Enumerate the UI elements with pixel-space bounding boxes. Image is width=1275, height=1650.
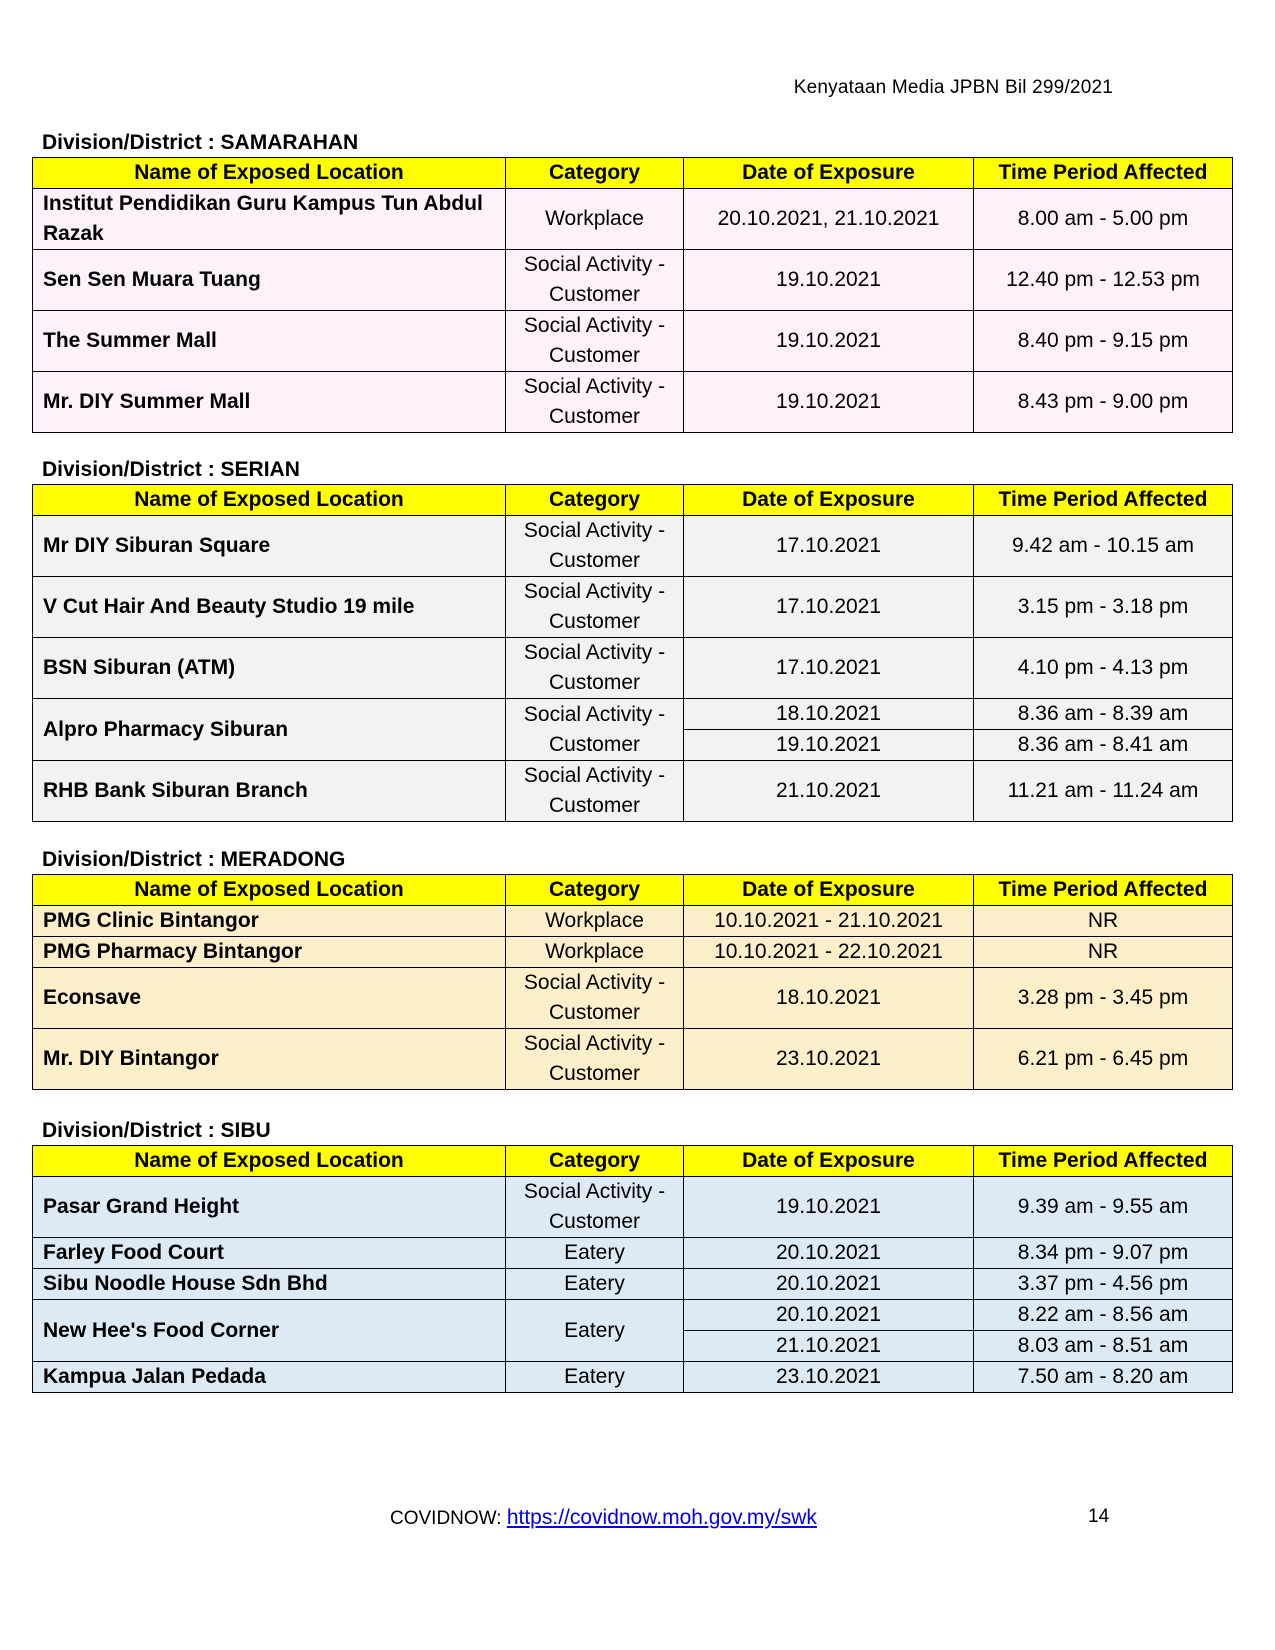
date-cell: 20.10.2021 <box>684 1300 974 1331</box>
column-header-time: Time Period Affected <box>974 1146 1233 1177</box>
date-cell: 17.10.2021 <box>684 577 974 638</box>
column-header-location: Name of Exposed Location <box>33 875 506 906</box>
category-cell: Workplace <box>506 189 684 250</box>
date-cell: 19.10.2021 <box>684 730 974 761</box>
date-cell: 23.10.2021 <box>684 1029 974 1090</box>
location-cell: V Cut Hair And Beauty Studio 19 mile <box>33 577 506 638</box>
date-cell: 19.10.2021 <box>684 1177 974 1238</box>
location-cell: New Hee's Food Corner <box>33 1300 506 1362</box>
time-cell: 8.36 am - 8.41 am <box>974 730 1233 761</box>
category-cell: Social Activity - Customer <box>506 372 684 433</box>
table-row <box>33 1300 1233 1331</box>
source-line <box>390 1506 817 1530</box>
time-cell: 3.37 pm - 4.56 pm <box>974 1269 1233 1300</box>
section-serian <box>32 455 1232 822</box>
table-row <box>33 699 1233 730</box>
category-cell: Eatery <box>506 1238 684 1269</box>
time-cell: NR <box>974 906 1233 937</box>
category-cell: Social Activity - Customer <box>506 699 684 761</box>
covidnow-link[interactable]: https://covidnow.moh.gov.my/swk <box>506 1506 817 1529</box>
column-header-category: Category <box>506 485 684 516</box>
column-header-date: Date of Exposure <box>684 158 974 189</box>
time-cell: 4.10 pm - 4.13 pm <box>974 638 1233 699</box>
date-cell: 23.10.2021 <box>684 1362 974 1393</box>
time-cell: 8.40 pm - 9.15 pm <box>974 311 1233 372</box>
section-meradong <box>32 845 1232 1090</box>
date-cell: 21.10.2021 <box>684 1331 974 1362</box>
time-cell: 8.03 am - 8.51 am <box>974 1331 1233 1362</box>
page-number: 14 <box>1088 1506 1110 1527</box>
date-cell: 10.10.2021 - 22.10.2021 <box>684 937 974 968</box>
location-cell: Sibu Noodle House Sdn Bhd <box>33 1269 506 1300</box>
table-row <box>33 1269 1233 1300</box>
location-cell: Alpro Pharmacy Siburan <box>33 699 506 761</box>
document-reference: Kenyataan Media JPBN Bil 299/2021 <box>793 77 1113 98</box>
section-sibu <box>32 1116 1232 1393</box>
category-cell: Social Activity - Customer <box>506 1177 684 1238</box>
time-cell: 12.40 pm - 12.53 pm <box>974 250 1233 311</box>
location-cell: The Summer Mall <box>33 311 506 372</box>
date-cell: 20.10.2021 <box>684 1269 974 1300</box>
date-cell: 18.10.2021 <box>684 699 974 730</box>
table-row <box>33 1029 1233 1090</box>
table-row <box>33 1238 1233 1269</box>
date-cell: 19.10.2021 <box>684 311 974 372</box>
date-cell: 21.10.2021 <box>684 761 974 822</box>
column-header-location: Name of Exposed Location <box>33 485 506 516</box>
location-cell: BSN Siburan (ATM) <box>33 638 506 699</box>
category-cell: Workplace <box>506 906 684 937</box>
table-row <box>33 372 1233 433</box>
table-row <box>33 250 1233 311</box>
district-label: Division/District : SAMARAHAN <box>42 131 359 154</box>
location-cell: Kampua Jalan Pedada <box>33 1362 506 1393</box>
time-cell: 9.42 am - 10.15 am <box>974 516 1233 577</box>
date-cell: 20.10.2021, 21.10.2021 <box>684 189 974 250</box>
time-cell: 11.21 am - 11.24 am <box>974 761 1233 822</box>
column-header-category: Category <box>506 158 684 189</box>
location-cell: Mr. DIY Bintangor <box>33 1029 506 1090</box>
category-cell: Eatery <box>506 1300 684 1362</box>
column-header-date: Date of Exposure <box>684 875 974 906</box>
category-cell: Social Activity - Customer <box>506 638 684 699</box>
column-header-category: Category <box>506 875 684 906</box>
column-header-category: Category <box>506 1146 684 1177</box>
column-header-location: Name of Exposed Location <box>33 1146 506 1177</box>
column-header-location: Name of Exposed Location <box>33 158 506 189</box>
category-cell: Social Activity - Customer <box>506 968 684 1029</box>
table-row <box>33 1177 1233 1238</box>
table-row <box>33 906 1233 937</box>
location-cell: Institut Pendidikan Guru Kampus Tun Abdul Razak <box>33 189 506 250</box>
date-cell: 20.10.2021 <box>684 1238 974 1269</box>
table-row <box>33 1362 1233 1393</box>
column-header-time: Time Period Affected <box>974 875 1233 906</box>
table-header-row <box>33 485 1233 516</box>
exposure-table <box>32 874 1233 1090</box>
time-cell: NR <box>974 937 1233 968</box>
date-cell: 18.10.2021 <box>684 968 974 1029</box>
date-cell: 17.10.2021 <box>684 638 974 699</box>
category-cell: Social Activity - Customer <box>506 250 684 311</box>
time-cell: 7.50 am - 8.20 am <box>974 1362 1233 1393</box>
exposure-table <box>32 1145 1233 1393</box>
time-cell: 8.36 am - 8.39 am <box>974 699 1233 730</box>
table-row <box>33 516 1233 577</box>
exposure-table <box>32 157 1233 433</box>
table-row <box>33 638 1233 699</box>
table-row <box>33 761 1233 822</box>
column-header-time: Time Period Affected <box>974 158 1233 189</box>
source-label: COVIDNOW: <box>390 1508 507 1529</box>
district-label: Division/District : MERADONG <box>42 848 346 871</box>
date-cell: 19.10.2021 <box>684 372 974 433</box>
category-cell: Eatery <box>506 1269 684 1300</box>
category-cell: Social Activity - Customer <box>506 761 684 822</box>
time-cell: 8.00 am - 5.00 pm <box>974 189 1233 250</box>
column-header-date: Date of Exposure <box>684 1146 974 1177</box>
location-cell: Pasar Grand Height <box>33 1177 506 1238</box>
category-cell: Social Activity - Customer <box>506 577 684 638</box>
time-cell: 6.21 pm - 6.45 pm <box>974 1029 1233 1090</box>
location-cell: Sen Sen Muara Tuang <box>33 250 506 311</box>
time-cell: 8.34 pm - 9.07 pm <box>974 1238 1233 1269</box>
location-cell: Mr DIY Siburan Square <box>33 516 506 577</box>
exposure-table <box>32 484 1233 822</box>
location-cell: RHB Bank Siburan Branch <box>33 761 506 822</box>
category-cell: Social Activity - Customer <box>506 516 684 577</box>
time-cell: 3.15 pm - 3.18 pm <box>974 577 1233 638</box>
table-row <box>33 968 1233 1029</box>
location-cell: PMG Pharmacy Bintangor <box>33 937 506 968</box>
category-cell: Workplace <box>506 937 684 968</box>
table-row <box>33 937 1233 968</box>
column-header-time: Time Period Affected <box>974 485 1233 516</box>
location-cell: PMG Clinic Bintangor <box>33 906 506 937</box>
location-cell: Farley Food Court <box>33 1238 506 1269</box>
table-row <box>33 311 1233 372</box>
category-cell: Eatery <box>506 1362 684 1393</box>
date-cell: 19.10.2021 <box>684 250 974 311</box>
column-header-date: Date of Exposure <box>684 485 974 516</box>
time-cell: 9.39 am - 9.55 am <box>974 1177 1233 1238</box>
category-cell: Social Activity - Customer <box>506 311 684 372</box>
table-header-row <box>33 1146 1233 1177</box>
category-cell: Social Activity - Customer <box>506 1029 684 1090</box>
location-cell: Mr. DIY Summer Mall <box>33 372 506 433</box>
time-cell: 8.22 am - 8.56 am <box>974 1300 1233 1331</box>
time-cell: 8.43 pm - 9.00 pm <box>974 372 1233 433</box>
district-label: Division/District : SIBU <box>42 1119 271 1142</box>
table-header-row <box>33 158 1233 189</box>
table-row <box>33 189 1233 250</box>
date-cell: 17.10.2021 <box>684 516 974 577</box>
table-header-row <box>33 875 1233 906</box>
date-cell: 10.10.2021 - 21.10.2021 <box>684 906 974 937</box>
location-cell: Econsave <box>33 968 506 1029</box>
time-cell: 3.28 pm - 3.45 pm <box>974 968 1233 1029</box>
district-label: Division/District : SERIAN <box>42 458 300 481</box>
table-row <box>33 577 1233 638</box>
section-samarahan <box>32 128 1232 433</box>
